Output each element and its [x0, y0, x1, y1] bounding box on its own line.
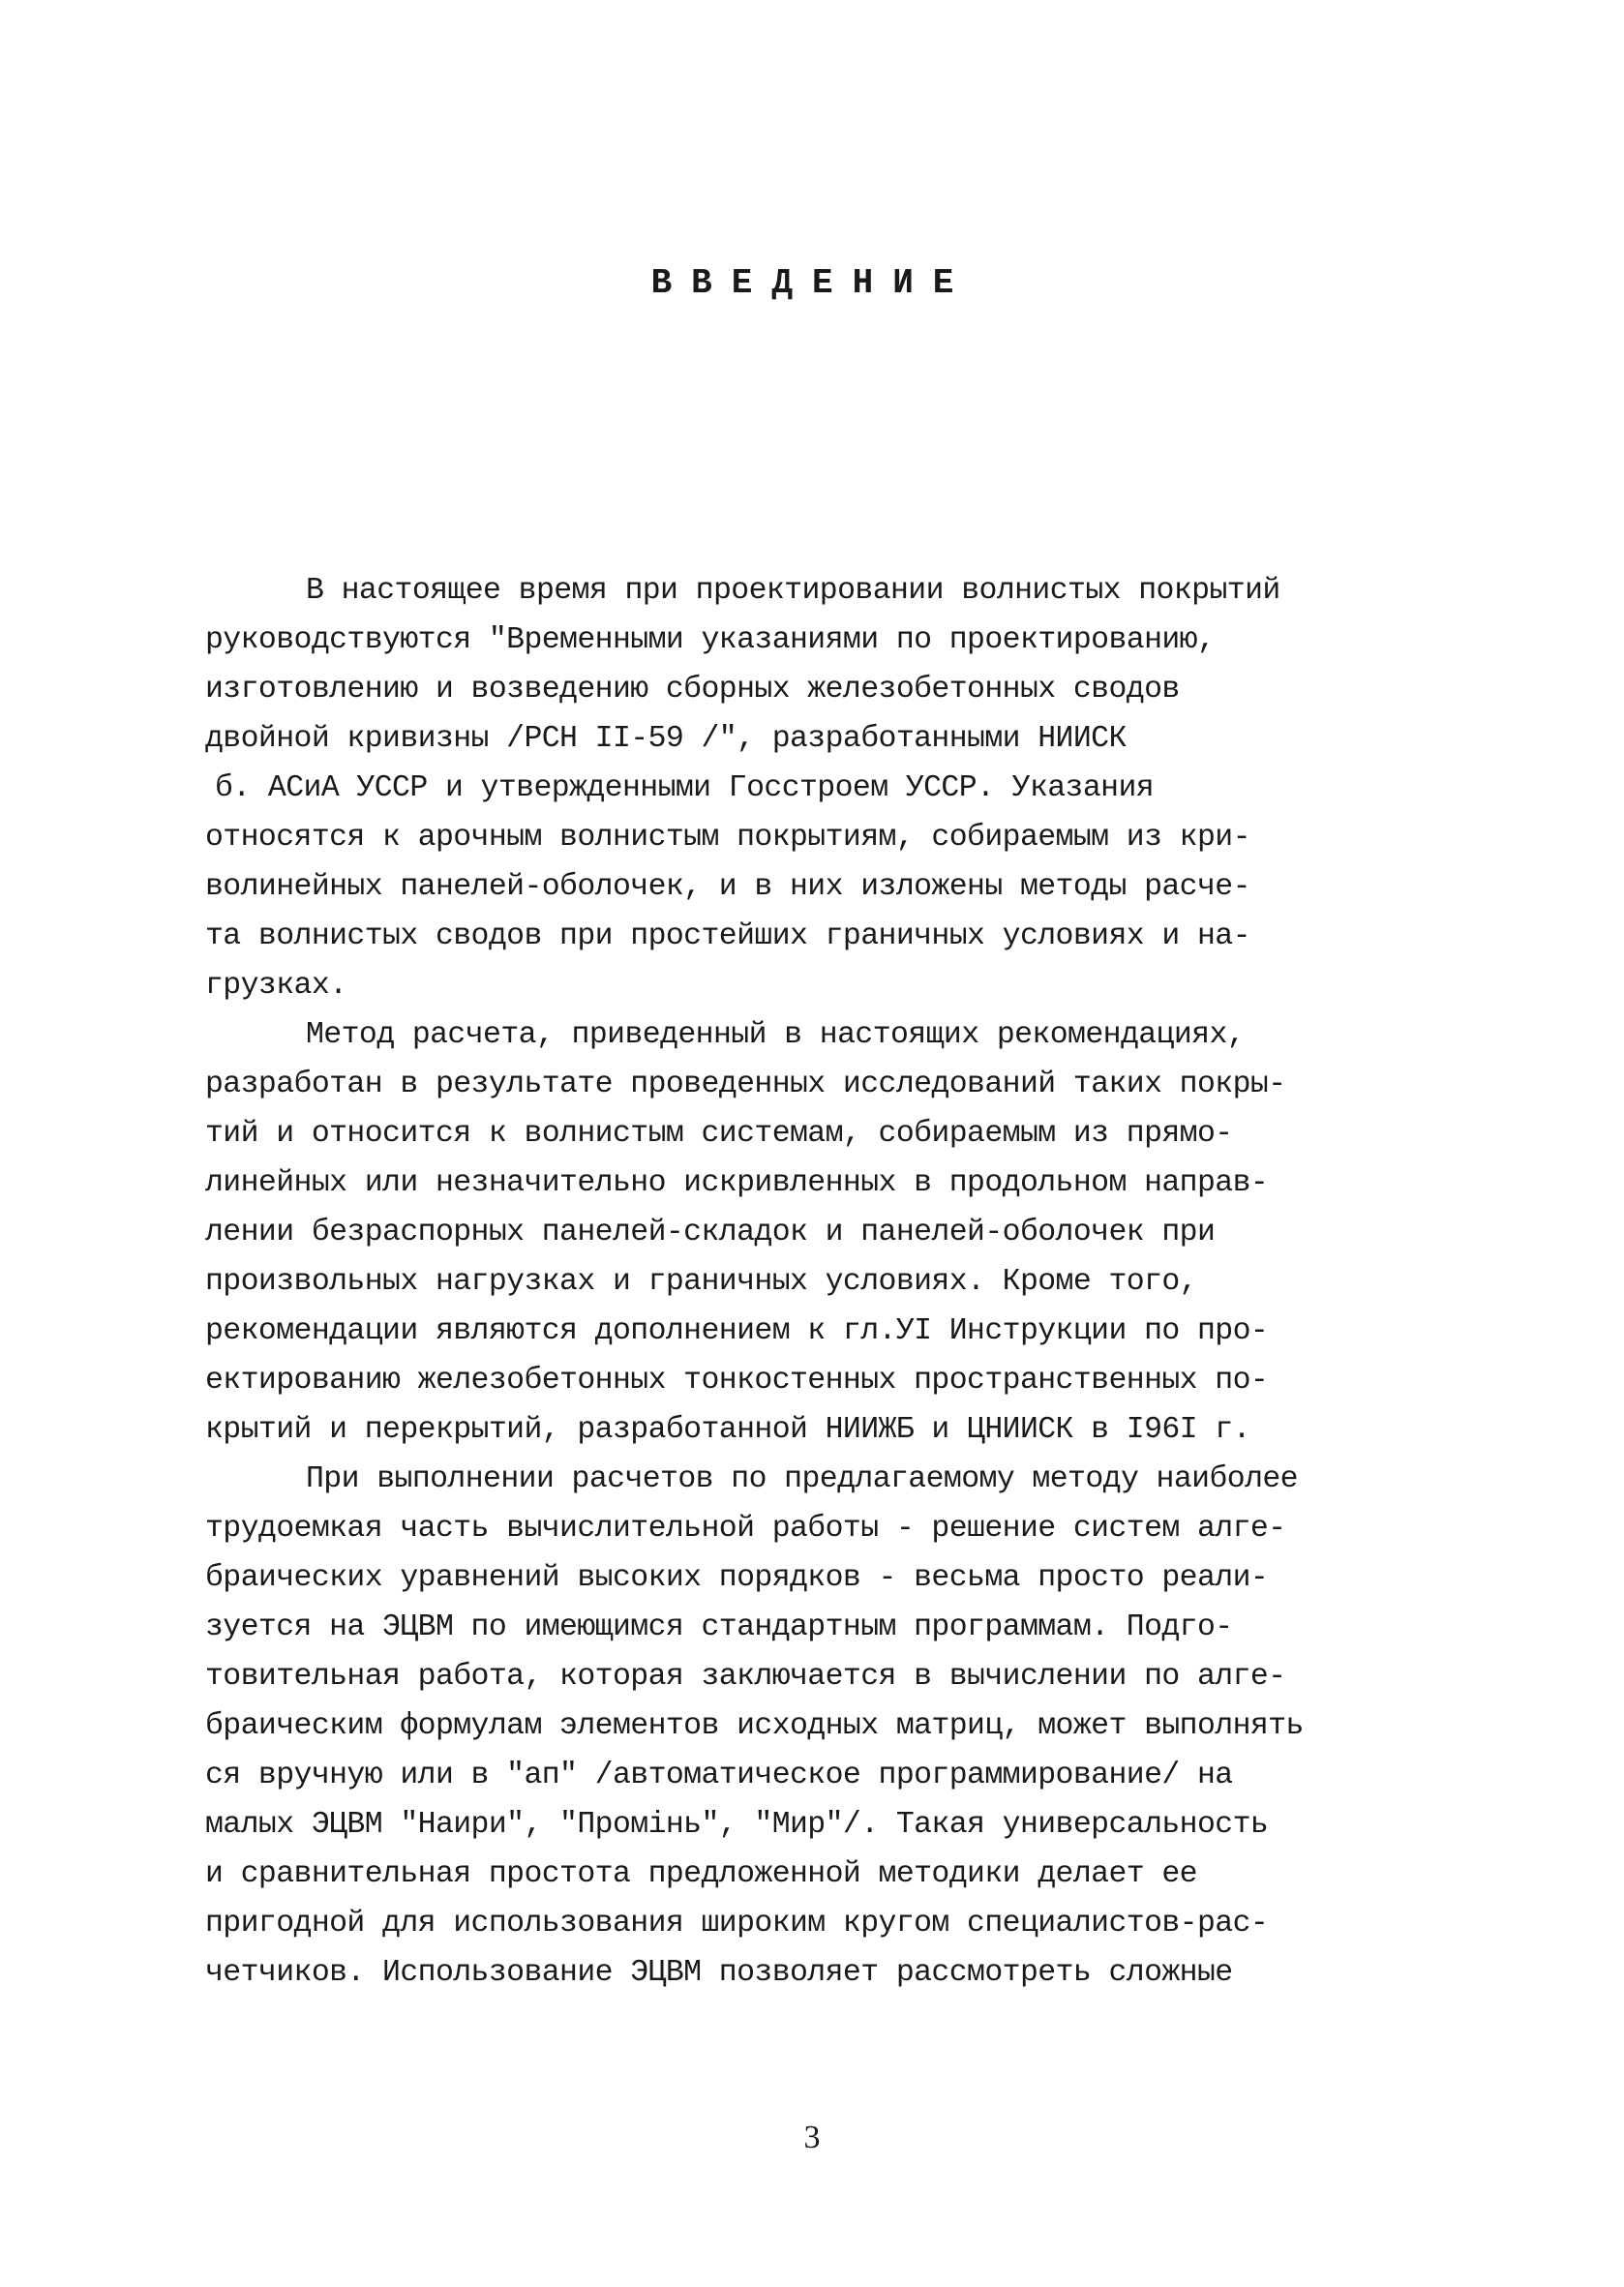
- text-line: трудоемкая часть вычислительной работы - решение систем алге-: [205, 1512, 1286, 1546]
- body-text: [205, 566, 1463, 1998]
- text-line: браических уравнений высоких порядков - весьма просто реали-: [205, 1561, 1269, 1595]
- text-line: двойной кривизны /РСН II-59 /", разработанными НИИСК: [205, 722, 1127, 756]
- section-title: ВВЕДЕНИЕ: [650, 263, 974, 303]
- paragraph-1: [205, 566, 1463, 1010]
- text-line: б. АСиА УССР и утвержденными Госстроем УССР. Указания: [215, 771, 1155, 805]
- text-line: изготовлению и возведению сборных железобетонных сводов: [205, 673, 1180, 707]
- text-line: товительная работа, которая заключается в вычислении по алге-: [205, 1660, 1286, 1694]
- paragraph-3: [205, 1455, 1463, 1998]
- text-line: Метод расчета, приведенный в настоящих рекомендациях,: [306, 1018, 1246, 1052]
- text-line: грузках.: [205, 969, 347, 1003]
- text-line: тий и относится к волнистым системам, собираемым из прямо-: [205, 1117, 1233, 1151]
- text-line: произвольных нагрузках и граничных условиях. Кроме того,: [205, 1265, 1197, 1299]
- text-line: рекомендации являются дополнением к гл.УI Инструкции по про-: [205, 1314, 1269, 1348]
- text-line: и сравнительная простота предложенной методики делает ее: [205, 1857, 1197, 1891]
- text-line: четчиков. Использование ЭЦВМ позволяет рассмотреть сложные: [205, 1956, 1233, 1990]
- text-line: браическим формулам элементов исходных матриц, может выполнять: [205, 1709, 1304, 1743]
- text-line: зуется на ЭЦВМ по имеющимся стандартным программам. Подго-: [205, 1610, 1233, 1644]
- text-line: ся вручную или в "ап" /автоматическое программирование/ на: [205, 1759, 1233, 1792]
- text-line: разработан в результате проведенных исследований таких покры-: [205, 1068, 1286, 1101]
- text-line: ектированию железобетонных тонкостенных пространственных по-: [205, 1364, 1269, 1398]
- text-line: малых ЭЦВМ "Наири", "Промінь", "Мир"/. Такая универсальность: [205, 1808, 1269, 1842]
- text-line: относятся к арочным волнистым покрытиям, собираемым из кри-: [205, 821, 1250, 855]
- page-number: 3: [803, 2120, 821, 2155]
- text-line: волинейных панелей-оболочек, и в них изложены методы расче-: [205, 870, 1250, 904]
- text-line: руководствуются "Временными указаниями по проектированию,: [205, 623, 1216, 657]
- text-line: В настоящее время при проектировании волнистых покрытий: [306, 574, 1280, 608]
- text-line: лении безраспорных панелей-складок и панелей-оболочек при: [205, 1216, 1216, 1249]
- text-line: линейных или незначительно искривленных в продольном направ-: [205, 1166, 1269, 1200]
- text-line: крытий и перекрытий, разработанной НИИЖБ и ЦНИИСК в I96I г.: [205, 1413, 1250, 1447]
- text-line: При выполнении расчетов по предлагаемому методу наиболее: [306, 1462, 1298, 1496]
- paragraph-2: [205, 1010, 1463, 1455]
- text-line: та волнистых сводов при простейших граничных условиях и на-: [205, 919, 1250, 953]
- text-line: пригодной для использования широким кругом специалистов-рас-: [205, 1907, 1269, 1941]
